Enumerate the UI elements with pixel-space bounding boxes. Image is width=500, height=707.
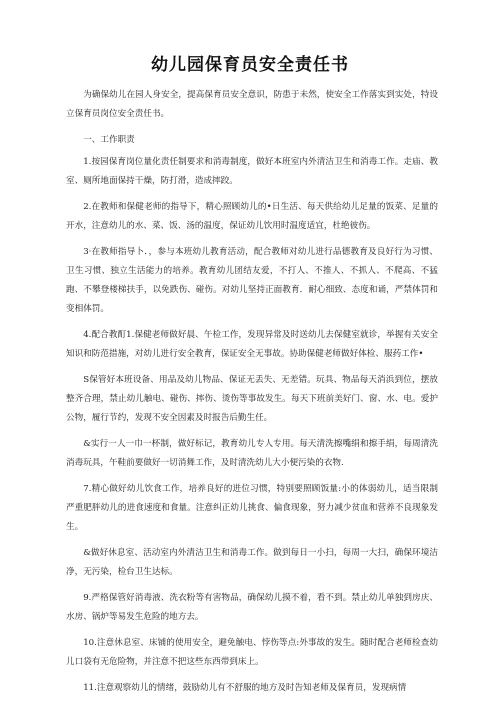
duty-item: 7.精心做好幼儿饮食工作，培养良好的进位习惯，特别要照顾饭量:小的体弱幼儿，适当限制严重肥胖幼儿的进食速度和食量。注意纠正幼儿挑食、偏食现象，努力减少贫血和营养不良现象发生。 <box>66 484 438 532</box>
intro-paragraph: 为确保幼儿在园人身安全，提高保育员安全意识，防患于未然，使安全工作落实到实处，特设立保育员岗位安全责任书。 <box>66 90 438 119</box>
duty-item: 3·在教师指导卜．，参与本班幼儿教育活动，配合教师对幼儿进行品德教育及良好行为习惯、卫生习惯、独立生活能力的培养。教育幼儿团结友爱，不打人、不推人、不抓人、不爬高、不猛跑、不攀登楼梯扶手，以免跌伤、碰伤。对幼儿坚持正面教育．耐心细致、态度和诵，严禁体罚和变相体罚。 <box>66 247 438 314</box>
duty-item: &实行一人一巾一杯制，做好标记，教育幼儿专人专用。每天清洗擦嘴绢和擦手绢，每周清洗消毒玩具，午鞋前要做好一切消舞工作，及时清洗幼儿大小便污染的衣物. <box>66 439 438 468</box>
duty-item: 4.配合教酊1.保健老师做好晨、午检工作，发现异常及时送幼儿去保健室就诊，举握有关安全知识和防范措施，对幼儿进行安全教育，保证安全无事故。协助保健老师做好体检、服药工作• <box>66 330 438 359</box>
duty-item: 10.注意休息室、床铺的使用安全，避免触电、悖伤等点:外事故的发生。随时配合老师检查幼儿口袋有无危险物，并注意不把这些东西带到床上。 <box>66 638 438 667</box>
duty-item: &做好休息室、活动室内外清洁卫生和消毒工作。做到每日一小扫，每周一大扫，确保环境洁净，无污染，检台卫生达标。 <box>66 548 438 577</box>
duty-item: 2.在教师和保健老师的指导下，精心照顾幼儿的•日生活、每天供给幼儿足量的饭菜、足量的开水，注意幼儿的水、菜、饭、汤的温度，保证幼儿饮用时温度适宜，杜绝彼伤。 <box>66 202 438 231</box>
section-heading: 一、工作职责 <box>83 135 135 145</box>
duty-item: 1.按园保育岗位量化责任制要求和消毒制度，做好本班室内外清洁卫生和消毒工作。走庙、教室、厕所地面保持干燥，防打滑，造成摔跤。 <box>66 157 438 186</box>
duty-item: S保管好本班设备、用品及幼儿物品、保证无丢失、无差错。玩具、物品每天消浜到位，摆放整齐合理，禁止幼儿触电、碰伤、摔伤、烫伤等事故发生。每天下班前美好门、窗、水、电。爱护公物，履行节约，发现不安全因素及时报告后勤生任。 <box>66 375 438 423</box>
document-body <box>66 86 438 705</box>
document-title: 幼儿园保育员安全责任书 <box>151 55 349 75</box>
duty-item: 11.注意观察幼儿的情绪，鼓励幼儿有不舒服的地方及时告知老师及保育员，发现病情 <box>83 683 407 693</box>
duty-item: 9.严格保管好消毒液、洗衣粉等有害物品，确保幼儿摸不着，看不到。禁止幼儿单独到房庆、水房、锅炉等易发生危险的地方去。 <box>66 593 438 622</box>
